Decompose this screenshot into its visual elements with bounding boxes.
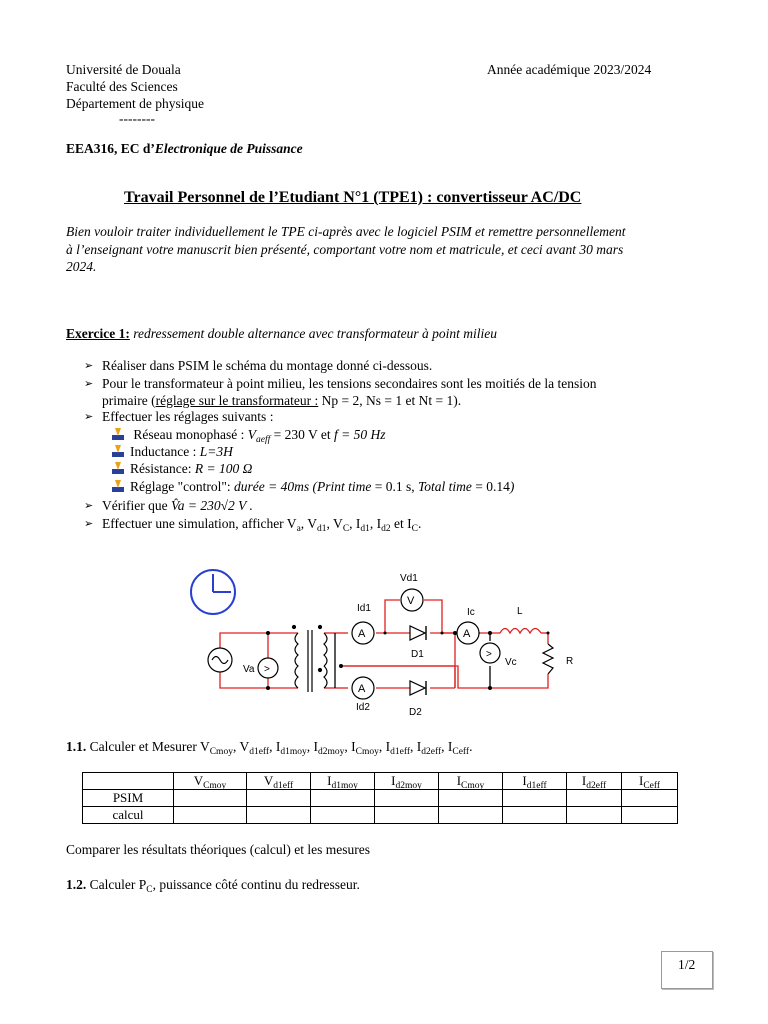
svg-text:>: >	[486, 649, 492, 660]
department-name: Département de physique	[66, 96, 204, 111]
svg-text:A: A	[358, 628, 366, 640]
course-name: Electronique de Puissance	[154, 141, 303, 156]
label-vd1: Vd1	[400, 573, 418, 584]
header-separator: --------	[119, 111, 155, 126]
table-header-cell: $V_{d1eff}$	[247, 773, 311, 790]
question-1-2: 1.2. Calculer $P_C$, puissance côté continu du redresseur.	[66, 877, 360, 895]
table-cell[interactable]	[439, 790, 503, 807]
ac-source-icon	[208, 648, 232, 672]
question-1-2-number: 1.2.	[66, 877, 87, 892]
bullet-2-line-1: Pour le transformateur à point milieu, les tensions secondaires sont les moitiés de la tension	[102, 376, 597, 391]
voltmeter-va-icon	[258, 658, 278, 678]
label-l: L	[517, 606, 523, 617]
results-table	[82, 772, 678, 824]
label-id1: Id1	[357, 603, 371, 614]
table-header-cell: $I_{d1moy}$	[311, 773, 375, 790]
ammeter-ic-icon	[457, 622, 479, 644]
exercise-1-subtitle: redressement double alternance avec transformateur à point milieu	[133, 326, 498, 341]
table-header-cell: $I_{d2eff}$	[567, 773, 622, 790]
page-number: 1/2	[678, 957, 696, 972]
course-code: EEA316, EC d’	[66, 141, 155, 156]
pointer-bullet-icon	[112, 445, 124, 457]
table-header-row	[83, 773, 678, 790]
svg-text:>: >	[264, 664, 270, 675]
intro-line-1: Bien vouloir traiter individuellement le TPE ci-après avec le logiciel PSIM et remettre personnellement	[66, 224, 626, 239]
compare-instruction: Comparer les résultats théoriques (calcul) et les mesures	[66, 842, 371, 857]
table-header-cell: $V_{Cmoy}$	[174, 773, 247, 790]
table-cell[interactable]	[174, 807, 247, 824]
diode-d1-icon	[410, 626, 426, 640]
label-d2: D2	[409, 707, 422, 718]
setting-2: Inductance : L=3H	[130, 444, 233, 459]
bullet-4	[102, 497, 253, 514]
setting-3: Résistance: R = 100 Ω	[130, 461, 253, 476]
svg-text:A: A	[463, 628, 471, 640]
bullet-5: Effectuer une simulation, afficher $V_a$, $V_{d1}$, $V_C$, $I_{d1}$, $I_{d2}$ et $I_C$.	[102, 516, 422, 534]
label-ic: Ic	[467, 607, 475, 618]
verify-equation: V̂a = 230√2 V .	[170, 498, 253, 513]
academic-year: Année académique 2023/2024	[487, 62, 652, 77]
arrow-bullet-icon: ➢	[84, 359, 94, 372]
table-cell[interactable]	[375, 807, 439, 824]
faculty-name: Faculté des Sciences	[66, 79, 178, 94]
label-d1: D1	[411, 649, 424, 660]
arrow-bullet-icon: ➢	[84, 377, 94, 390]
transformer-icon	[293, 626, 328, 693]
page-number-box	[661, 951, 713, 989]
table-cell[interactable]	[567, 807, 622, 824]
pointer-bullet-icon	[112, 480, 124, 492]
label-vc: Vc	[505, 657, 517, 668]
inductor-icon	[500, 629, 541, 634]
arrow-bullet-icon: ➢	[84, 410, 94, 423]
table-row	[83, 807, 678, 824]
table-cell[interactable]	[311, 790, 375, 807]
bullet-4-pre: Vérifier que	[102, 498, 171, 513]
university-name: Université de Douala	[66, 62, 181, 77]
table-cell[interactable]	[311, 807, 375, 824]
ammeter-id2-icon	[352, 677, 374, 699]
bullet-3: Effectuer les réglages suivants :	[102, 409, 274, 424]
course-line	[66, 140, 303, 157]
bullet-2-pre: primaire (	[102, 393, 156, 408]
page-title: Travail Personnel de l’Etudiant N°1 (TPE1) : convertisseur AC/DC	[124, 189, 582, 206]
pointer-bullet-icon	[112, 462, 124, 474]
setting-4: Réglage "control": durée = 40ms (Print time = 0.1 s, Total time = 0.14)	[130, 479, 515, 494]
label-r: R	[566, 656, 574, 667]
bullet-2-line-2	[102, 392, 461, 409]
pointer-bullet-icon	[112, 428, 124, 440]
row-label-psim: PSIM	[83, 790, 174, 807]
diode-d2-icon	[410, 681, 426, 695]
table-cell[interactable]	[503, 790, 567, 807]
table-cell[interactable]	[247, 807, 311, 824]
table-header-cell: $I_{Ceff}$	[622, 773, 678, 790]
table-cell[interactable]	[567, 790, 622, 807]
clock-icon	[191, 570, 235, 614]
table-row	[83, 790, 678, 807]
table-cell[interactable]	[503, 807, 567, 824]
table-cell[interactable]	[247, 790, 311, 807]
label-va: Va	[243, 664, 255, 675]
question-1-1-number: 1.1.	[66, 739, 87, 754]
circuit-diagram	[180, 560, 600, 730]
label-id2: Id2	[356, 702, 370, 713]
question-1-1: 1.1. Calculer et Mesurer $V_{Cmoy}$, $V_{d1eff}$, $I_{d1moy}$, $I_{d2moy}$, $I_{Cmoy}$, $I_{d1eff}$, $I_{d2eff}$, $I_{Ceff}$.	[66, 739, 473, 757]
exercise-1-heading	[66, 325, 497, 342]
svg-text:A: A	[358, 683, 366, 695]
bullet-1: Réaliser dans PSIM le schéma du montage donné ci-dessous.	[102, 358, 433, 373]
bullet-2-underlined: réglage sur le transformateur :	[155, 393, 319, 408]
voltmeter-vd1-icon	[401, 589, 423, 611]
table-cell[interactable]	[622, 807, 678, 824]
table-header-cell: $I_{d1eff}$	[503, 773, 567, 790]
svg-text:V: V	[407, 595, 415, 607]
arrow-bullet-icon: ➢	[84, 517, 94, 530]
setting-1: Réseau monophasé : $V_{aeff} = 230$ V et f = 50 Hz	[130, 427, 386, 445]
ammeter-id1-icon	[352, 622, 374, 644]
exercise-1-label: Exercice 1:	[66, 326, 130, 341]
bullet-2-post: Np = 2, Ns = 1 et Nt = 1).	[318, 393, 462, 408]
row-label-calcul: calcul	[83, 807, 174, 824]
table-cell[interactable]	[439, 807, 503, 824]
table-cell[interactable]	[375, 790, 439, 807]
voltmeter-vc-icon	[480, 643, 500, 663]
arrow-bullet-icon: ➢	[84, 499, 94, 512]
table-cell[interactable]	[174, 790, 247, 807]
intro-line-2: à l’enseignant votre manuscrit bien présenté, comportant votre nom et matricule, et ceci avant 30 mars	[66, 242, 624, 257]
table-header-cell: $I_{d2moy}$	[375, 773, 439, 790]
table-cell[interactable]	[622, 790, 678, 807]
table-header-cell	[83, 773, 174, 790]
intro-line-3: 2024.	[66, 259, 97, 274]
table-header-cell: $I_{Cmoy}$	[439, 773, 503, 790]
resistor-icon	[543, 644, 553, 674]
